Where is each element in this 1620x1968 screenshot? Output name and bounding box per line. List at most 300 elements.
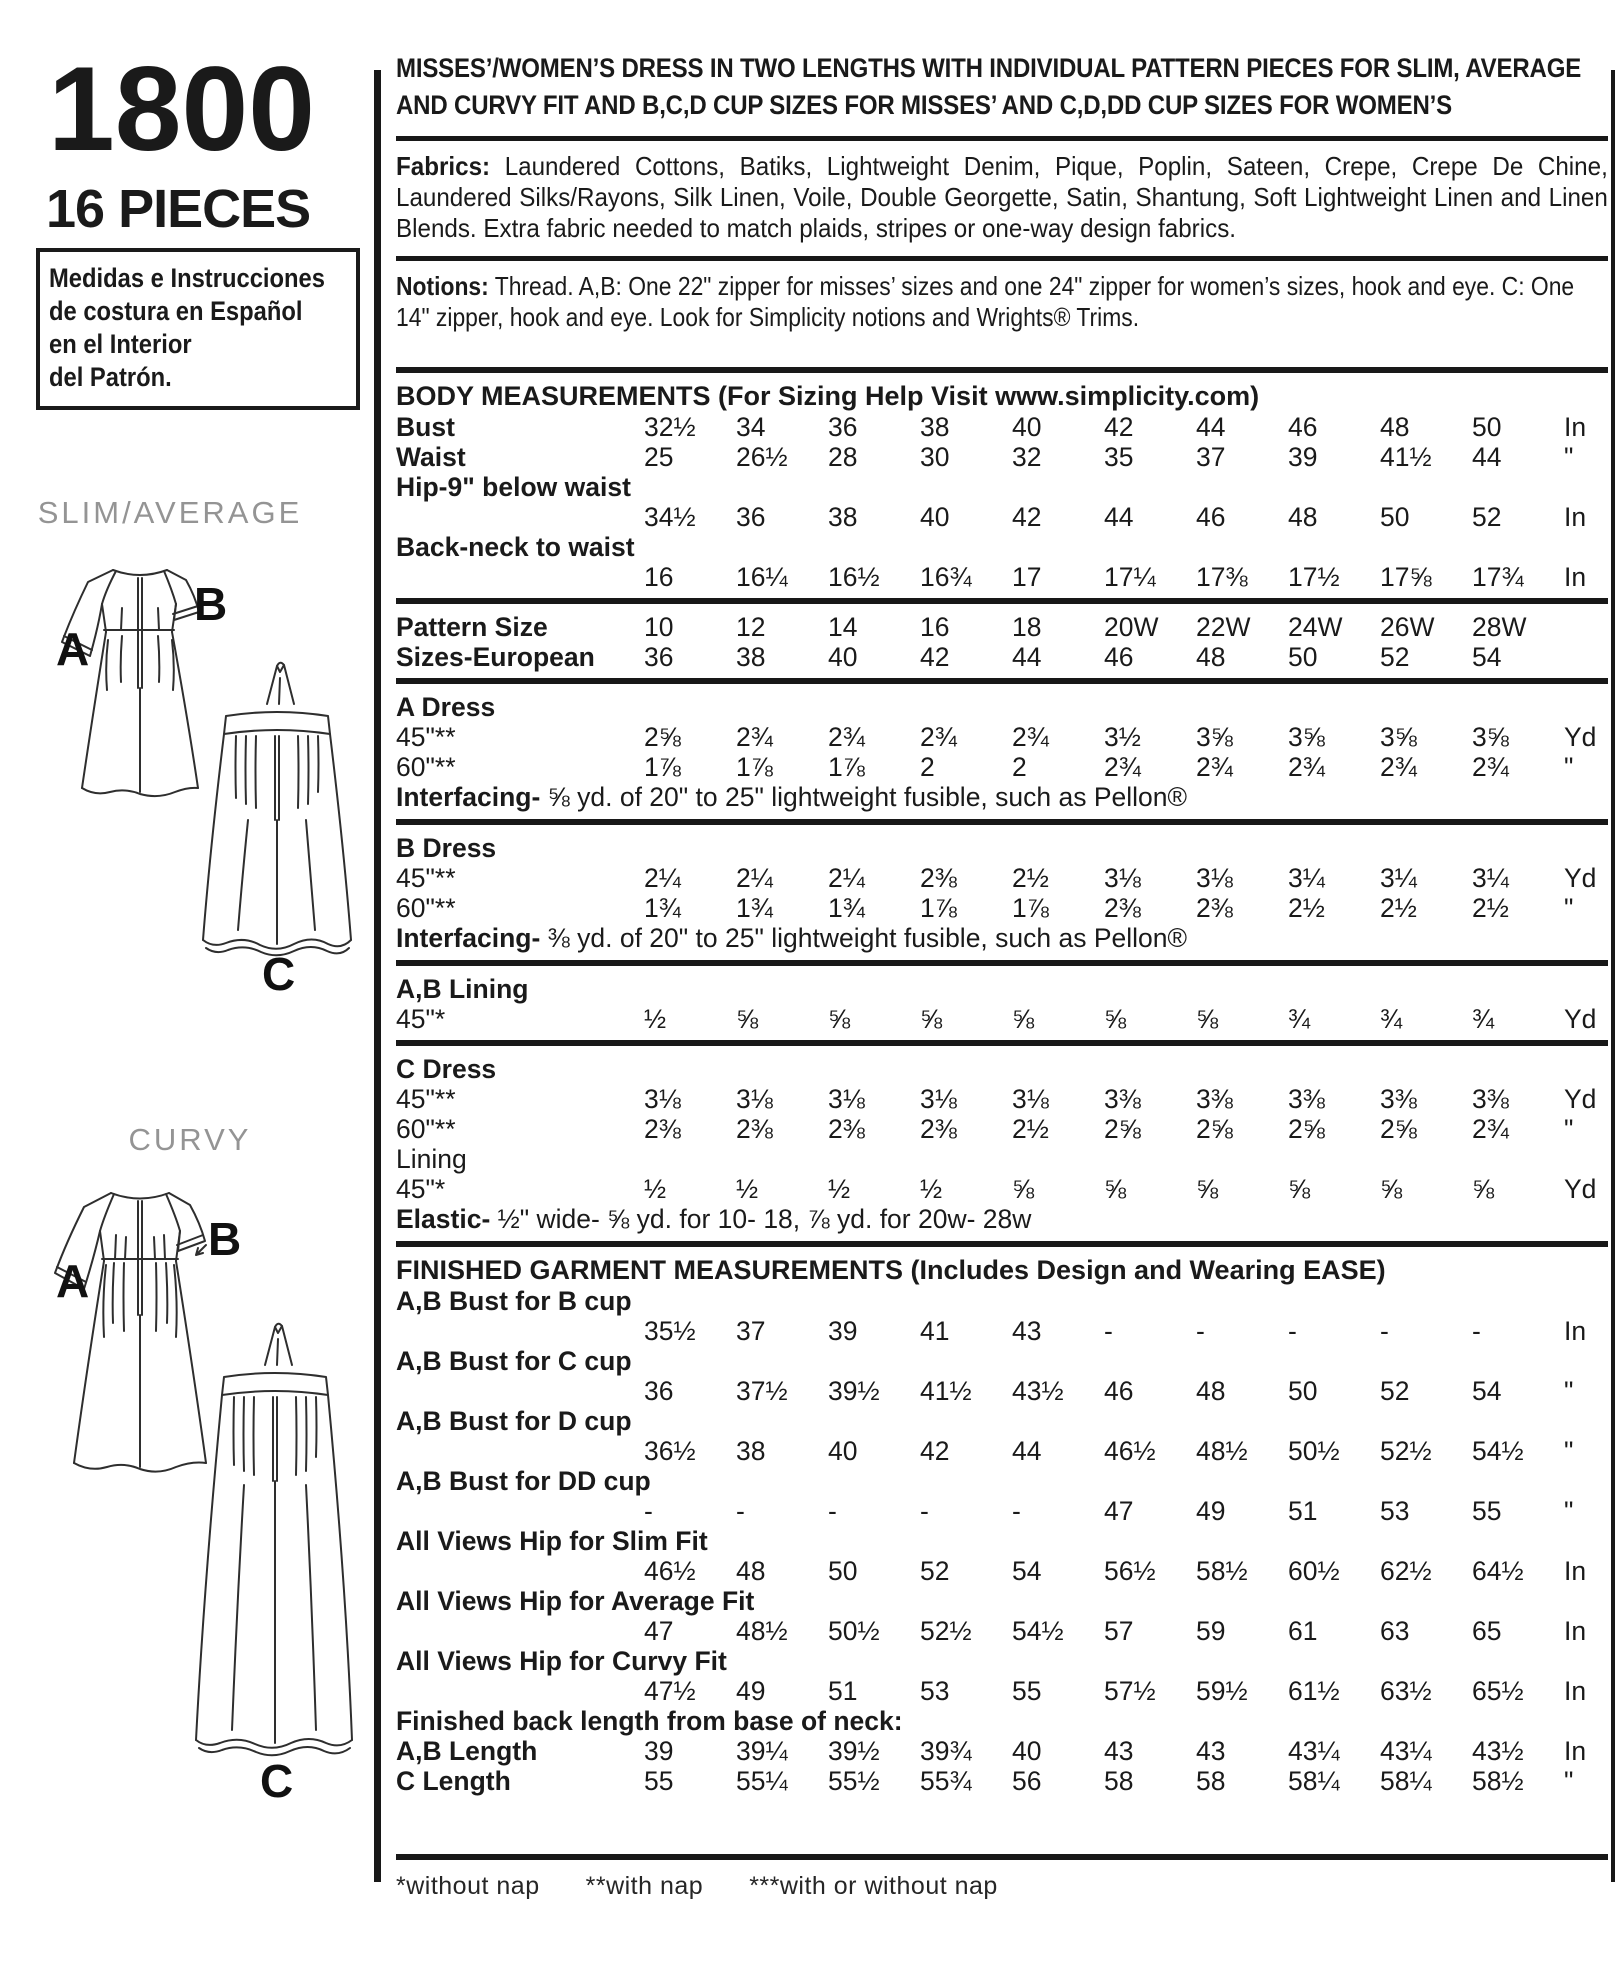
cell-value: ⅝ xyxy=(920,1004,943,1034)
cell-value: 46 xyxy=(1196,502,1226,532)
footnotes xyxy=(396,1872,1608,1901)
cell-value: 55¼ xyxy=(736,1766,788,1796)
cell-value: 2¼ xyxy=(736,863,773,893)
table-row-label: All Views Hip for Curvy Fit xyxy=(396,1646,727,1676)
cell-value: 37½ xyxy=(736,1376,788,1406)
cell-value: 26½ xyxy=(736,442,788,472)
row-label xyxy=(396,1496,644,1526)
unit-label: In xyxy=(1564,1316,1587,1346)
note-text: ⅝ yd. of 20" to 25" lightweight fusible, such as Pellon® xyxy=(540,782,1188,812)
cell-value: 55½ xyxy=(828,1766,880,1796)
table-row xyxy=(396,612,1608,642)
cell-value: 1⅞ xyxy=(1012,893,1049,923)
cell-value: 17¾ xyxy=(1472,562,1524,592)
cell-value: 14 xyxy=(828,612,858,642)
cell-value: 40 xyxy=(1012,1736,1042,1766)
cell-value: 40 xyxy=(828,1436,858,1466)
cell-value: 52 xyxy=(1380,642,1410,672)
table-row xyxy=(396,893,1608,923)
unit-label: " xyxy=(1564,1766,1574,1796)
cell-value: ½ xyxy=(644,1004,667,1034)
cell-value: 58½ xyxy=(1472,1766,1524,1796)
cell-value: 3⅜ xyxy=(1104,1084,1141,1114)
cell-value: ⅝ xyxy=(736,1004,759,1034)
cell-value: 20W xyxy=(1104,612,1159,642)
cell-value: 55 xyxy=(1472,1496,1502,1526)
table-section-title: FINISHED GARMENT MEASUREMENTS (Includes Design and Wearing EASE) xyxy=(396,1255,1386,1285)
cell-value: 1⅞ xyxy=(736,752,773,782)
cell-value: 2½ xyxy=(1380,893,1417,923)
unit-label: " xyxy=(1564,1436,1574,1466)
cell-value: 41½ xyxy=(920,1376,972,1406)
cell-value: 50½ xyxy=(1288,1436,1340,1466)
note-label: Interfacing- xyxy=(396,782,541,812)
spanish-note-line: en el Interior xyxy=(49,329,192,359)
cell-value: 36 xyxy=(828,412,858,442)
cell-value: 39½ xyxy=(828,1736,880,1766)
cell-value: 53 xyxy=(920,1676,950,1706)
cell-value: ⅝ xyxy=(828,1004,851,1034)
table-row xyxy=(396,1736,1608,1766)
view-label-c: C xyxy=(260,1755,294,1807)
note-text: ⅜ yd. of 20" to 25" lightweight fusible, such as Pellon® xyxy=(540,923,1188,953)
cell-value: 57½ xyxy=(1104,1676,1156,1706)
cell-value: 43½ xyxy=(1012,1376,1064,1406)
cell-value: 55 xyxy=(1012,1676,1042,1706)
row-label xyxy=(396,1436,644,1466)
cell-value: 52½ xyxy=(1380,1436,1432,1466)
table-row-label: All Views Hip for Average Fit xyxy=(396,1586,755,1616)
table-row xyxy=(396,1004,1608,1034)
cell-value: 60½ xyxy=(1288,1556,1340,1586)
note-label: Elastic- xyxy=(396,1204,491,1234)
cell-value: 2⅝ xyxy=(1196,1114,1233,1144)
cell-value: 2¾ xyxy=(1288,752,1325,782)
cell-value: 16¾ xyxy=(920,562,972,592)
table-row xyxy=(396,1084,1608,1114)
cell-value: 3⅛ xyxy=(644,1084,681,1114)
cell-value: 46½ xyxy=(1104,1436,1156,1466)
cell-value: 44 xyxy=(1472,442,1502,472)
cell-value: 16¼ xyxy=(736,562,788,592)
unit-label: " xyxy=(1564,1376,1574,1406)
cell-value: 51 xyxy=(828,1676,858,1706)
cell-value: - xyxy=(1472,1316,1481,1346)
table-row xyxy=(396,1676,1608,1706)
row-label xyxy=(396,1556,644,1586)
row-label: 45"* xyxy=(396,1004,446,1034)
section-divider xyxy=(396,1040,1608,1046)
cell-value: 48 xyxy=(1288,502,1318,532)
cell-value: 42 xyxy=(920,642,950,672)
unit-label: In xyxy=(1564,562,1587,592)
cell-value: 38 xyxy=(828,502,858,532)
size-table xyxy=(396,367,1608,1860)
cell-value: - xyxy=(1380,1316,1389,1346)
cell-value: 43¼ xyxy=(1380,1736,1432,1766)
table-row xyxy=(396,642,1608,672)
cell-value: 3⅛ xyxy=(1012,1084,1049,1114)
cell-value: 1¾ xyxy=(828,893,865,923)
note-label: Interfacing- xyxy=(396,923,541,953)
cell-value: 36 xyxy=(644,1376,674,1406)
row-label: 45"** xyxy=(396,1084,456,1114)
table-row xyxy=(396,752,1608,782)
cell-value: 2¾ xyxy=(736,722,773,752)
cell-value: 47 xyxy=(644,1616,674,1646)
cell-value: ⅝ xyxy=(1012,1174,1035,1204)
cell-value: 16½ xyxy=(828,562,880,592)
table-row-label: Finished back length from base of neck: xyxy=(396,1706,903,1736)
cell-value: 24W xyxy=(1288,612,1343,642)
cell-value: 48½ xyxy=(1196,1436,1248,1466)
cell-value: 36½ xyxy=(644,1436,696,1466)
cell-value: 28 xyxy=(828,442,858,472)
cell-value: ½ xyxy=(828,1174,851,1204)
table-row xyxy=(396,1114,1608,1144)
main-content xyxy=(396,50,1608,1901)
cell-value: 55 xyxy=(644,1766,674,1796)
row-label: 45"** xyxy=(396,722,456,752)
unit-label: In xyxy=(1564,1676,1587,1706)
row-label: Pattern Size xyxy=(396,612,548,642)
cell-value: 43 xyxy=(1196,1736,1226,1766)
cell-value: 54½ xyxy=(1472,1436,1524,1466)
view-label-b: B xyxy=(194,578,228,630)
cell-value: 43 xyxy=(1104,1736,1134,1766)
cell-value: ⅝ xyxy=(1288,1174,1311,1204)
unit-label: " xyxy=(1564,893,1574,923)
cell-value: 53 xyxy=(1380,1496,1410,1526)
cell-value: 39 xyxy=(644,1736,674,1766)
cell-value: 32 xyxy=(1012,442,1042,472)
pattern-number: 1800 xyxy=(48,42,315,176)
unit-label: " xyxy=(1564,752,1574,782)
unit-label: Yd xyxy=(1564,722,1597,752)
section-divider xyxy=(396,598,1608,604)
cell-value: 2¾ xyxy=(1472,1114,1509,1144)
table-row-label: All Views Hip for Slim Fit xyxy=(396,1526,708,1556)
view-label-a: A xyxy=(56,623,90,675)
table-row-label: B Dress xyxy=(396,833,497,863)
cell-value: 2⅝ xyxy=(644,722,681,752)
cell-value: - xyxy=(1104,1316,1113,1346)
cell-value: 3¼ xyxy=(1380,863,1417,893)
cell-value: 46 xyxy=(1288,412,1318,442)
unit-label: Yd xyxy=(1564,863,1597,893)
table-note xyxy=(396,923,1608,954)
unit-label: In xyxy=(1564,1616,1587,1646)
cell-value: 46½ xyxy=(644,1556,696,1586)
cell-value: 39¼ xyxy=(736,1736,788,1766)
table-section-title: BODY MEASUREMENTS (For Sizing Help Visit www.simplicity.com) xyxy=(396,381,1260,411)
cell-value: 58½ xyxy=(1196,1556,1248,1586)
cell-value: 56 xyxy=(1012,1766,1042,1796)
row-label: Sizes-European xyxy=(396,642,595,672)
row-label: 60"** xyxy=(396,893,456,923)
section-divider xyxy=(396,1241,1608,1247)
cell-value: 2¾ xyxy=(920,722,957,752)
divider-vertical-right xyxy=(1611,70,1615,1882)
table-row xyxy=(396,412,1608,442)
cell-value: 52 xyxy=(1472,502,1502,532)
cell-value: 64½ xyxy=(1472,1556,1524,1586)
cell-value: 61 xyxy=(1288,1616,1318,1646)
footnote-item: ***with or without nap xyxy=(749,1872,998,1900)
footnote-item: **with nap xyxy=(585,1872,704,1900)
cell-value: 42 xyxy=(1012,502,1042,532)
cell-value: 30 xyxy=(920,442,950,472)
cell-value: 48 xyxy=(1196,1376,1226,1406)
cell-value: 50 xyxy=(1472,412,1502,442)
cell-value: 26W xyxy=(1380,612,1435,642)
unit-label: " xyxy=(1564,1496,1574,1526)
cell-value: 3⅛ xyxy=(1196,863,1233,893)
cell-value: 47 xyxy=(1104,1496,1134,1526)
cell-value: 17 xyxy=(1012,562,1042,592)
cell-value: 3⅛ xyxy=(828,1084,865,1114)
cell-value: 2¼ xyxy=(828,863,865,893)
cell-value: ½ xyxy=(736,1174,759,1204)
cell-value: 41 xyxy=(920,1316,950,1346)
table-note xyxy=(396,782,1608,813)
row-label: C Length xyxy=(396,1766,511,1796)
cell-value: 48 xyxy=(1380,412,1410,442)
cell-value: 2½ xyxy=(1288,893,1325,923)
unit-label xyxy=(1564,612,1608,642)
cell-value: - xyxy=(644,1496,653,1526)
cell-value: 37 xyxy=(1196,442,1226,472)
fabrics-paragraph xyxy=(396,141,1608,256)
cell-value: 2⅝ xyxy=(1380,1114,1417,1144)
table-row-label: Hip-9" below waist xyxy=(396,472,631,502)
cell-value: 50 xyxy=(1288,1376,1318,1406)
row-label: 60"** xyxy=(396,752,456,782)
table-row xyxy=(396,722,1608,752)
cell-value: 62½ xyxy=(1380,1556,1432,1586)
cell-value: 3⅛ xyxy=(1104,863,1141,893)
cell-value: 17⅝ xyxy=(1380,562,1432,592)
cell-value: 3⅝ xyxy=(1472,722,1509,752)
cell-value: 35 xyxy=(1104,442,1134,472)
table-row xyxy=(396,1766,1608,1796)
pattern-description-text: MISSES’/WOMEN’S DRESS IN TWO LENGTHS WITH INDIVIDUAL PATTERN PIECES FOR SLIM, AVERAGE AND CURVY FIT AND B,C,D CUP SIZES FOR MISSES’ AND C,D,DD CUP SIZES FOR WOMEN’S xyxy=(396,53,1582,120)
row-label: 60"** xyxy=(396,1114,456,1144)
cell-value: 57 xyxy=(1104,1616,1134,1646)
cell-value: 2⅜ xyxy=(1104,893,1141,923)
table-row-label: A,B Bust for DD cup xyxy=(396,1466,651,1496)
table-row xyxy=(396,1556,1608,1586)
cell-value: 63 xyxy=(1380,1616,1410,1646)
table-row xyxy=(396,502,1608,532)
section-divider xyxy=(396,819,1608,825)
cell-value: 43½ xyxy=(1472,1736,1524,1766)
cell-value: ⅝ xyxy=(1104,1004,1127,1034)
cell-value: 40 xyxy=(920,502,950,532)
cell-value: 2½ xyxy=(1012,863,1049,893)
cell-value: 36 xyxy=(736,502,766,532)
cell-value: 18 xyxy=(1012,612,1042,642)
cell-value: 3¼ xyxy=(1288,863,1325,893)
cell-value: 2¾ xyxy=(1196,752,1233,782)
cell-value: 58 xyxy=(1104,1766,1134,1796)
unit-label: In xyxy=(1564,1556,1587,1586)
row-label: Bust xyxy=(396,412,455,442)
cell-value: ⅝ xyxy=(1380,1174,1403,1204)
unit-label: In xyxy=(1564,412,1587,442)
cell-value: 49 xyxy=(1196,1496,1226,1526)
cell-value: 2⅜ xyxy=(644,1114,681,1144)
spanish-note-line: Medidas e Instrucciones xyxy=(49,263,325,293)
cell-value: 39 xyxy=(828,1316,858,1346)
view-label-a: A xyxy=(56,1255,90,1307)
cell-value: 17⅜ xyxy=(1196,562,1248,592)
cell-value: 2¾ xyxy=(1380,752,1417,782)
row-label: A,B Length xyxy=(396,1736,538,1766)
cell-value: 38 xyxy=(736,1436,766,1466)
pattern-description-header xyxy=(396,50,1608,136)
unit-label: In xyxy=(1564,502,1587,532)
note-text: ½" wide- ⅝ yd. for 10- 18, ⅞ yd. for 20w- 28w xyxy=(490,1204,1032,1234)
cell-value: 2½ xyxy=(1472,893,1509,923)
cell-value: 2⅜ xyxy=(1196,893,1233,923)
row-label xyxy=(396,562,644,592)
cell-value: 2¼ xyxy=(644,863,681,893)
fabrics-text: Laundered Cottons, Batiks, Lightweight Denim, Pique, Poplin, Sateen, Crepe, Crepe De Chine, Laundered Silks/Rayons, Silk Linen, Voile, Double Georgette, Satin, Shantung, Soft Lightweight Linen and Linen Blends. Extra fabric needed to match plaids, stripes or one-way design fabrics. xyxy=(396,151,1608,243)
footnote-item: *without nap xyxy=(396,1872,540,1900)
cell-value: 1¾ xyxy=(644,893,681,923)
cell-value: 2 xyxy=(920,752,935,782)
cell-value: 3⅝ xyxy=(1288,722,1325,752)
cell-value: - xyxy=(920,1496,929,1526)
table-row xyxy=(396,863,1608,893)
table-row-label: A,B Bust for D cup xyxy=(396,1406,632,1436)
cell-value: ⅝ xyxy=(1104,1174,1127,1204)
unit-label xyxy=(1564,642,1608,672)
cell-value: 38 xyxy=(736,642,766,672)
cell-value: 59½ xyxy=(1196,1676,1248,1706)
table-row xyxy=(396,562,1608,592)
table-row-label: C Dress xyxy=(396,1054,497,1084)
cell-value: 46 xyxy=(1104,642,1134,672)
table-row xyxy=(396,1616,1608,1646)
cell-value: ¾ xyxy=(1380,1004,1403,1034)
notions-label: Notions: xyxy=(396,271,489,301)
cell-value: 2⅜ xyxy=(828,1114,865,1144)
cell-value: 50 xyxy=(1288,642,1318,672)
spanish-note-box xyxy=(36,248,360,410)
dress-sketch-slim-average xyxy=(10,520,360,1000)
cell-value: 34½ xyxy=(644,502,696,532)
cell-value: 43¼ xyxy=(1288,1736,1340,1766)
cell-value: 2½ xyxy=(1012,1114,1049,1144)
cell-value: 17¼ xyxy=(1104,562,1156,592)
cell-value: 48 xyxy=(736,1556,766,1586)
unit-label: In xyxy=(1564,1736,1587,1766)
cell-value: 44 xyxy=(1196,412,1226,442)
cell-value: 2⅜ xyxy=(920,863,957,893)
table-note xyxy=(396,1204,1608,1235)
row-label xyxy=(396,1616,644,1646)
cell-value: ⅝ xyxy=(1012,1004,1035,1034)
cell-value: 58 xyxy=(1196,1766,1226,1796)
cell-value: 55¾ xyxy=(920,1766,972,1796)
divider-vertical-left xyxy=(374,70,381,1882)
cell-value: 44 xyxy=(1104,502,1134,532)
cell-value: 3⅝ xyxy=(1380,722,1417,752)
cell-value: 16 xyxy=(644,562,674,592)
cell-value: 1⅞ xyxy=(920,893,957,923)
row-label xyxy=(396,1316,644,1346)
cell-value: 3⅜ xyxy=(1380,1084,1417,1114)
fabrics-label: Fabrics: xyxy=(396,151,491,181)
cell-value: 52 xyxy=(1380,1376,1410,1406)
cell-value: - xyxy=(828,1496,837,1526)
cell-value: 54 xyxy=(1012,1556,1042,1586)
fit-heading-curvy: CURVY xyxy=(128,1122,252,1157)
cell-value: 1⅞ xyxy=(828,752,865,782)
spacer xyxy=(396,1796,1608,1848)
cell-value: 3⅜ xyxy=(1288,1084,1325,1114)
notions-paragraph xyxy=(396,261,1608,333)
cell-value: 2¾ xyxy=(1472,752,1509,782)
table-row xyxy=(396,1496,1608,1526)
cell-value: - xyxy=(1288,1316,1297,1346)
cell-value: 50 xyxy=(1380,502,1410,532)
cell-value: 54 xyxy=(1472,642,1502,672)
cell-value: 41½ xyxy=(1380,442,1432,472)
table-row-label: A Dress xyxy=(396,692,496,722)
cell-value: 2⅝ xyxy=(1288,1114,1325,1144)
cell-value: 2 xyxy=(1012,752,1027,782)
cell-value: 63½ xyxy=(1380,1676,1432,1706)
cell-value: ⅝ xyxy=(1196,1004,1219,1034)
cell-value: ¾ xyxy=(1472,1004,1495,1034)
cell-value: 3⅝ xyxy=(1196,722,1233,752)
cell-value: ½ xyxy=(644,1174,667,1204)
table-row xyxy=(396,442,1608,472)
cell-value: 40 xyxy=(1012,412,1042,442)
cell-value: 56½ xyxy=(1104,1556,1156,1586)
section-divider xyxy=(396,960,1608,966)
cell-value: ¾ xyxy=(1288,1004,1311,1034)
cell-value: 43 xyxy=(1012,1316,1042,1346)
cell-value: 48 xyxy=(1196,642,1226,672)
fit-heading-slim-average: SLIM/AVERAGE xyxy=(37,495,303,530)
row-label: 45"* xyxy=(396,1174,446,1204)
unit-label: " xyxy=(1564,1114,1574,1144)
table-row xyxy=(396,1436,1608,1466)
cell-value: 39½ xyxy=(828,1376,880,1406)
cell-value: 3⅛ xyxy=(736,1084,773,1114)
cell-value: 3⅜ xyxy=(1472,1084,1509,1114)
cell-value: 65 xyxy=(1472,1616,1502,1646)
view-label-b: B xyxy=(208,1213,242,1265)
cell-value: 52 xyxy=(920,1556,950,1586)
cell-value: ⅝ xyxy=(1196,1174,1219,1204)
cell-value: 1¾ xyxy=(736,893,773,923)
cell-value: 3⅛ xyxy=(920,1084,957,1114)
cell-value: 34 xyxy=(736,412,766,442)
unit-label: Yd xyxy=(1564,1084,1597,1114)
cell-value: 40 xyxy=(828,642,858,672)
cell-value: 12 xyxy=(736,612,766,642)
cell-value: 46 xyxy=(1104,1376,1134,1406)
cell-value: 32½ xyxy=(644,412,696,442)
cell-value: 37 xyxy=(736,1316,766,1346)
table-row xyxy=(396,1174,1608,1204)
cell-value: 2⅝ xyxy=(1104,1114,1141,1144)
